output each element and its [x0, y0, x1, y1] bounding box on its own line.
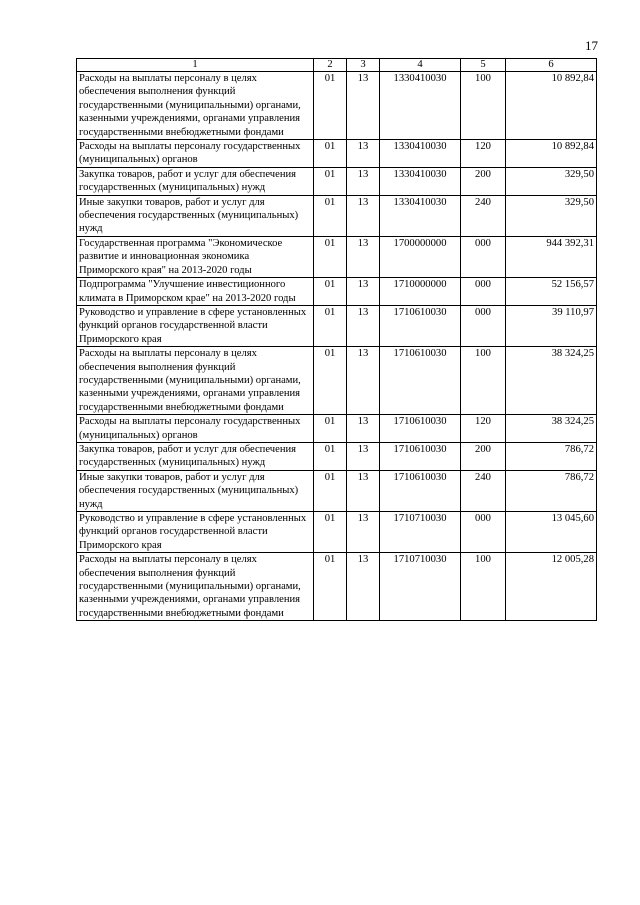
row-amount-cell: 13 045,60	[506, 512, 597, 553]
row-amount-cell: 329,50	[506, 167, 597, 195]
row-expense-type-cell: 240	[461, 470, 506, 511]
row-subsection-cell: 13	[347, 167, 380, 195]
table-header-row	[77, 59, 597, 72]
row-section-cell: 01	[314, 553, 347, 621]
row-target-article-cell: 1710000000	[380, 278, 461, 306]
row-section-cell: 01	[314, 512, 347, 553]
row-subsection-cell: 13	[347, 347, 380, 415]
row-expense-type-cell: 120	[461, 415, 506, 443]
row-target-article-cell: 1710710030	[380, 553, 461, 621]
row-expense-type-cell: 200	[461, 167, 506, 195]
row-amount-cell: 786,72	[506, 470, 597, 511]
column-header-6: 6	[506, 59, 597, 72]
row-expense-type-cell: 000	[461, 305, 506, 346]
row-expense-type-cell: 000	[461, 236, 506, 277]
row-subsection-cell: 13	[347, 415, 380, 443]
table-row	[77, 140, 597, 168]
row-name-cell: Руководство и управление в сфере установленных функций органов государственной власти Приморского края	[77, 305, 314, 346]
row-expense-type-cell: 100	[461, 553, 506, 621]
row-name-cell: Расходы на выплаты персоналу в целях обеспечения выполнения функций государственными (муниципальными) органами, казенными учреждениями, органами управления государственными внебюджетными фондами	[77, 553, 314, 621]
row-amount-cell: 10 892,84	[506, 72, 597, 140]
row-amount-cell: 12 005,28	[506, 553, 597, 621]
row-subsection-cell: 13	[347, 470, 380, 511]
table-row	[77, 470, 597, 511]
row-expense-type-cell: 000	[461, 512, 506, 553]
row-amount-cell: 38 324,25	[506, 415, 597, 443]
row-subsection-cell: 13	[347, 553, 380, 621]
row-amount-cell: 786,72	[506, 442, 597, 470]
row-subsection-cell: 13	[347, 140, 380, 168]
row-target-article-cell: 1330410030	[380, 195, 461, 236]
column-header-1: 1	[77, 59, 314, 72]
row-expense-type-cell: 240	[461, 195, 506, 236]
row-name-cell: Расходы на выплаты персоналу государственных (муниципальных) органов	[77, 415, 314, 443]
row-section-cell: 01	[314, 347, 347, 415]
page-number: 17	[585, 38, 598, 53]
row-name-cell: Иные закупки товаров, работ и услуг для обеспечения государственных (муниципальных) нужд	[77, 195, 314, 236]
row-expense-type-cell: 100	[461, 347, 506, 415]
row-target-article-cell: 1710610030	[380, 305, 461, 346]
table-row	[77, 72, 597, 140]
row-section-cell: 01	[314, 167, 347, 195]
table-row	[77, 512, 597, 553]
row-expense-type-cell: 120	[461, 140, 506, 168]
row-section-cell: 01	[314, 305, 347, 346]
row-name-cell: Государственная программа "Экономическое развитие и инновационная экономика Приморского края" на 2013-2020 годы	[77, 236, 314, 277]
row-target-article-cell: 1710610030	[380, 347, 461, 415]
row-subsection-cell: 13	[347, 236, 380, 277]
row-section-cell: 01	[314, 415, 347, 443]
row-name-cell: Подпрограмма "Улучшение инвестиционного климата в Приморском крае" на 2013-2020 годы	[77, 278, 314, 306]
row-amount-cell: 39 110,97	[506, 305, 597, 346]
row-section-cell: 01	[314, 72, 347, 140]
row-name-cell: Расходы на выплаты персоналу в целях обеспечения выполнения функций государственными (муниципальными) органами, казенными учреждениями, органами управления государственными внебюджетными фондами	[77, 347, 314, 415]
table-row	[77, 415, 597, 443]
table-row	[77, 305, 597, 346]
table-row	[77, 278, 597, 306]
column-header-2: 2	[314, 59, 347, 72]
column-header-3: 3	[347, 59, 380, 72]
row-section-cell: 01	[314, 442, 347, 470]
row-name-cell: Закупка товаров, работ и услуг для обеспечения государственных (муниципальных) нужд	[77, 167, 314, 195]
table-row	[77, 347, 597, 415]
row-section-cell: 01	[314, 278, 347, 306]
row-target-article-cell: 1710610030	[380, 442, 461, 470]
row-subsection-cell: 13	[347, 72, 380, 140]
table-row	[77, 553, 597, 621]
row-section-cell: 01	[314, 140, 347, 168]
row-amount-cell: 944 392,31	[506, 236, 597, 277]
row-expense-type-cell: 000	[461, 278, 506, 306]
row-amount-cell: 10 892,84	[506, 140, 597, 168]
row-expense-type-cell: 100	[461, 72, 506, 140]
row-name-cell: Руководство и управление в сфере установленных функций органов государственной власти Приморского края	[77, 512, 314, 553]
row-subsection-cell: 13	[347, 278, 380, 306]
row-section-cell: 01	[314, 195, 347, 236]
row-name-cell: Закупка товаров, работ и услуг для обеспечения государственных (муниципальных) нужд	[77, 442, 314, 470]
row-subsection-cell: 13	[347, 442, 380, 470]
table-row	[77, 236, 597, 277]
row-subsection-cell: 13	[347, 305, 380, 346]
row-subsection-cell: 13	[347, 512, 380, 553]
row-target-article-cell: 1330410030	[380, 167, 461, 195]
row-target-article-cell: 1330410030	[380, 140, 461, 168]
row-name-cell: Иные закупки товаров, работ и услуг для обеспечения государственных (муниципальных) нужд	[77, 470, 314, 511]
row-target-article-cell: 1710610030	[380, 470, 461, 511]
row-section-cell: 01	[314, 236, 347, 277]
row-amount-cell: 329,50	[506, 195, 597, 236]
row-section-cell: 01	[314, 470, 347, 511]
row-expense-type-cell: 200	[461, 442, 506, 470]
row-target-article-cell: 1330410030	[380, 72, 461, 140]
budget-table	[76, 58, 597, 621]
row-target-article-cell: 1710610030	[380, 415, 461, 443]
table-row	[77, 167, 597, 195]
column-header-4: 4	[380, 59, 461, 72]
row-amount-cell: 52 156,57	[506, 278, 597, 306]
row-target-article-cell: 1700000000	[380, 236, 461, 277]
table-row	[77, 195, 597, 236]
row-name-cell: Расходы на выплаты персоналу в целях обеспечения выполнения функций государственными (муниципальными) органами, казенными учреждениями, органами управления государственными внебюджетными фондами	[77, 72, 314, 140]
table-row	[77, 442, 597, 470]
row-subsection-cell: 13	[347, 195, 380, 236]
column-header-5: 5	[461, 59, 506, 72]
table-body	[77, 72, 597, 621]
row-amount-cell: 38 324,25	[506, 347, 597, 415]
row-name-cell: Расходы на выплаты персоналу государственных (муниципальных) органов	[77, 140, 314, 168]
row-target-article-cell: 1710710030	[380, 512, 461, 553]
